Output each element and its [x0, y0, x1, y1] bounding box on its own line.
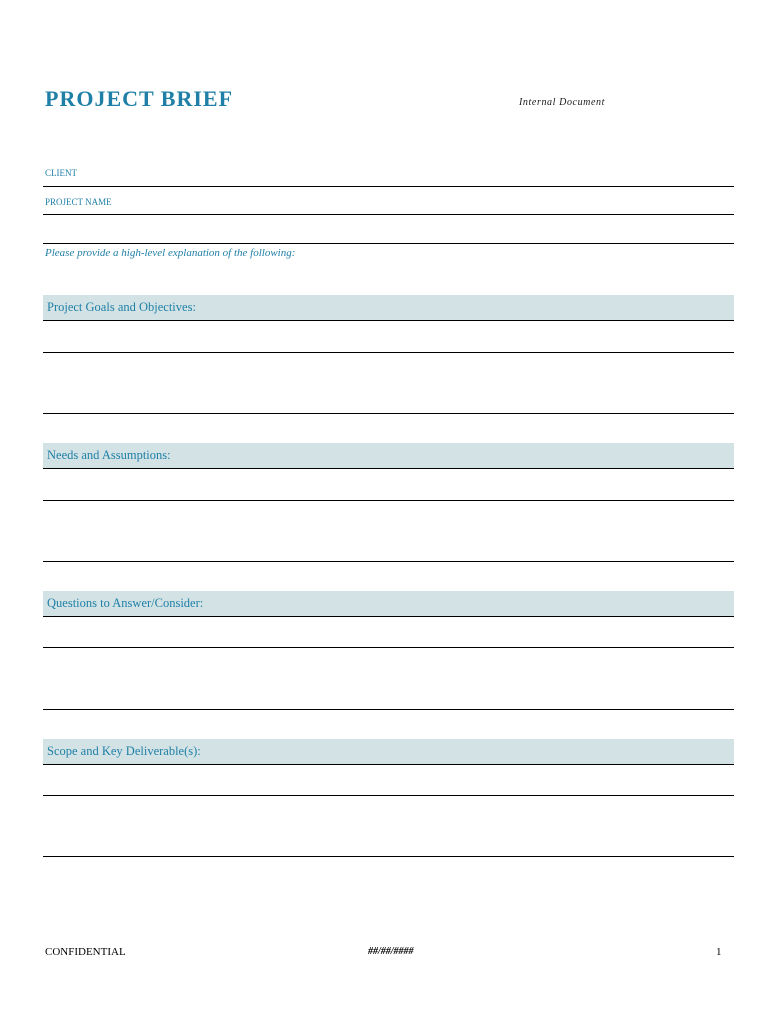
- document-subtitle: Internal Document: [519, 97, 606, 108]
- instruction-text: Please provide a high-level explanation of the following:: [45, 247, 296, 259]
- footer-date: ##/##/####: [368, 946, 414, 957]
- page-number: 1: [716, 946, 722, 958]
- divider: [43, 243, 734, 244]
- section-header-questions: [43, 591, 734, 617]
- section-title: Project Goals and Objectives:: [47, 300, 196, 314]
- client-field-line[interactable]: [43, 186, 734, 187]
- section-title: Questions to Answer/Consider:: [47, 596, 204, 610]
- answer-line[interactable]: [43, 561, 734, 562]
- answer-line[interactable]: [43, 647, 734, 648]
- project-name-label: PROJECT NAME: [45, 197, 112, 207]
- answer-line[interactable]: [43, 352, 734, 353]
- project-name-field-line[interactable]: [43, 214, 734, 215]
- answer-line[interactable]: [43, 500, 734, 501]
- section-header-scope: [43, 739, 734, 765]
- client-label: CLIENT: [45, 168, 77, 178]
- answer-line[interactable]: [43, 795, 734, 796]
- section-title: Needs and Assumptions:: [47, 448, 171, 462]
- section-header-goals: [43, 295, 734, 321]
- section-title: Scope and Key Deliverable(s):: [47, 744, 201, 758]
- page-title: PROJECT BRIEF: [45, 86, 234, 111]
- footer-confidential: CONFIDENTIAL: [45, 946, 126, 958]
- answer-line[interactable]: [43, 856, 734, 857]
- section-header-needs: [43, 443, 734, 469]
- answer-line[interactable]: [43, 413, 734, 414]
- answer-line[interactable]: [43, 709, 734, 710]
